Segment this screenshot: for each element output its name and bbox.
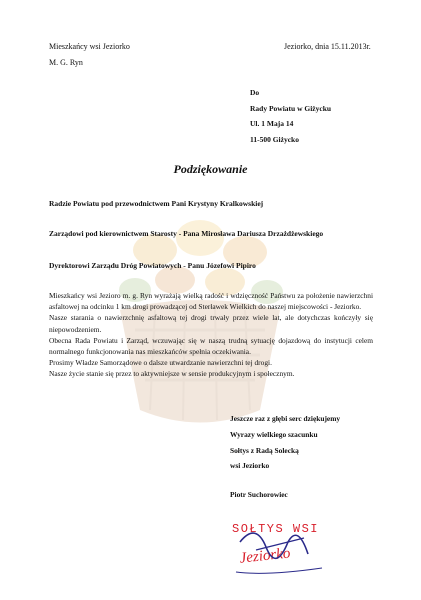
address-line-2: Ul. 1 Maja 14	[250, 119, 294, 128]
closing-line: wsi Jeziorko	[230, 461, 270, 470]
place-date: Jeziorko, dnia 15.11.2013r.	[284, 42, 371, 51]
closing-line: Jeszcze raz z głębi serc dziękujemy	[230, 414, 341, 423]
svg-text:SOŁTYS WSI: SOŁTYS WSI	[232, 522, 320, 536]
address-line-3: 11-500 Giżycko	[250, 135, 299, 144]
closing-line: Wyrazy wielkiego szacunku	[230, 430, 318, 439]
address-line-1: Rady Powiatu w Giżycku	[250, 104, 332, 113]
letter-body	[49, 290, 373, 380]
body-paragraph: Prosimy Władze Samorządowe o dalsze utwardzanie nawierzchni tej drogi.	[49, 358, 272, 368]
letter-title: Podziękowanie	[173, 162, 248, 176]
sender-line-1: Mieszkańcy wsi Jeziorko	[49, 42, 130, 51]
closing-line: Sołtys z Radą Solecką	[230, 446, 299, 455]
svg-text:Jeziorko: Jeziorko	[238, 545, 292, 567]
signer-name: Piotr Suchorowiec	[230, 490, 288, 499]
recipient-line: Radzie Powiatu pod przewodnictwem Pani Krystyny Kralkowskiej	[49, 199, 264, 208]
address-to: Do	[250, 88, 260, 97]
body-paragraph: Obecna Rada Powiatu i Zarząd, wczuwając się w naszą trudną sytuację dojazdową do instytucji celem normalnego funkcjonowania nas mieszkańców spełnia oczekiwania.	[49, 335, 373, 357]
body-paragraph: Nasze starania o nawierzchnię asfaltową tej drogi trwały przez wiele lat, ale dotychczas kończyły się niepowodzeniem.	[49, 313, 373, 334]
body-paragraph: Mieszkańcy wsi Jezioro m. g. Ryn wyrażają wielką radość i wdzięczność Państwu za położenie nawierzchni asfaltowej na odcinku 1 km drogi prowadzącej od Sterławek Wielkich do naszej miejscowości - Jeziorko.	[49, 291, 373, 312]
body-paragraph: Nasze życie stanie się przez to aktywniejsze w sensie produkcyjnym i społecznym.	[49, 369, 295, 379]
recipient-line: Zarządowi pod kierownictwem Starosty - Pana Mirosława Dariusza Drzażdżewskiego	[49, 229, 324, 238]
recipient-line: Dyrektorowi Zarządu Dróg Powiatowych - Panu Józefowi Pipiro	[49, 261, 256, 270]
sender-line-2: M. G. Ryn	[49, 58, 83, 67]
official-stamp	[226, 502, 336, 582]
